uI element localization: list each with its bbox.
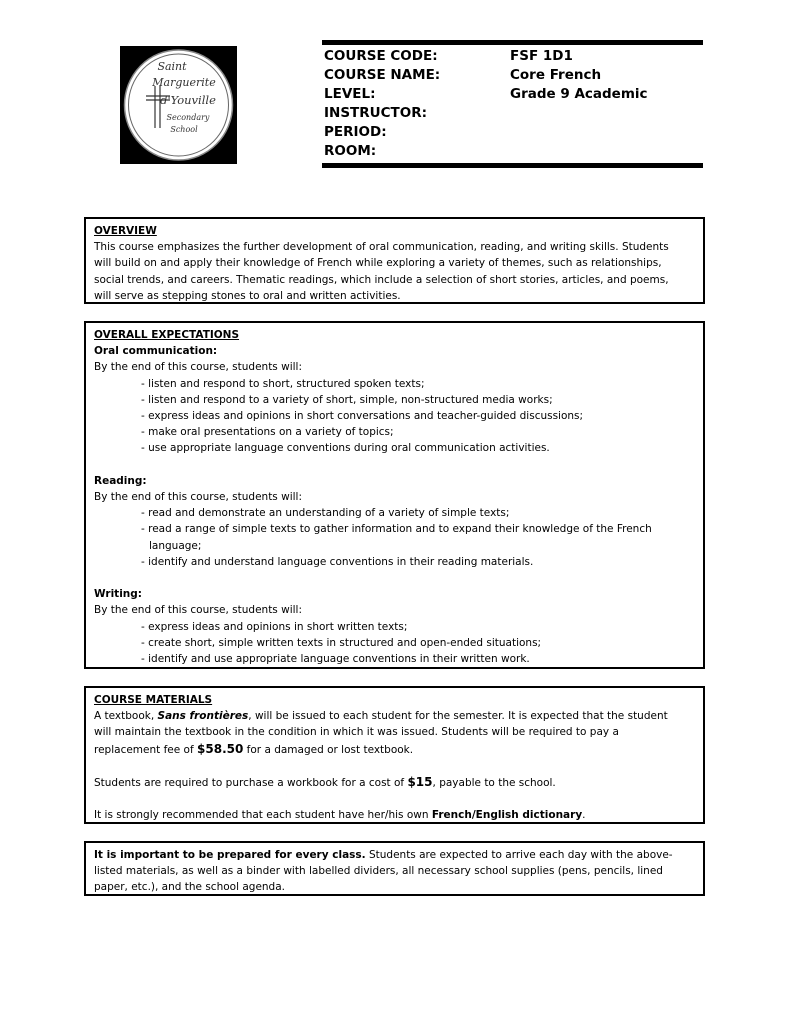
writing-intro: By the end of this course, students will:	[94, 604, 302, 617]
materials-text: , will be issued to each student for the semester. It is expected that the student	[248, 710, 668, 723]
textbook-title: Sans frontières	[157, 710, 249, 723]
logo-text-3: d'Youville	[160, 93, 216, 107]
materials-paragraph-3	[94, 807, 695, 823]
expectations-section	[84, 321, 705, 669]
logo-text-2: Marguerite	[152, 76, 216, 89]
materials-paragraph-1	[94, 708, 695, 724]
overview-line: will build on and apply their knowledge of French while exploring a variety of themes, such as relationships,	[94, 257, 662, 270]
logo-text-5: School	[170, 125, 198, 134]
materials-paragraph-2	[94, 774, 695, 791]
materials-heading: COURSE MATERIALS	[94, 694, 213, 706]
preparation-text: Students are expected to arrive each day with the above-	[365, 849, 673, 861]
info-top-rule	[322, 40, 703, 45]
writing-item: - create short, simple written texts in structured and open-ended situations;	[141, 636, 542, 649]
materials-text: A textbook,	[94, 710, 158, 723]
course-code-value: FSF 1D1	[510, 48, 573, 64]
materials-text: It is strongly recommended that each student have her/his own	[94, 809, 432, 822]
writing-item: - identify and use appropriate language conventions in their written work.	[141, 653, 530, 666]
writing-title: Writing:	[94, 588, 142, 601]
materials-text: replacement fee of	[94, 743, 198, 756]
reading-item-continued-text: language;	[149, 539, 202, 552]
expectations-heading: OVERALL EXPECTATIONS	[94, 329, 240, 341]
reading-intro: By the end of this course, students will:	[94, 491, 302, 504]
oral-item: - express ideas and opinions in short conversations and teacher-guided discussions;	[141, 410, 584, 423]
oral-intro: By the end of this course, students will:	[94, 361, 302, 374]
materials-section	[84, 686, 705, 824]
preparation-text: paper, etc.), and the school agenda.	[94, 881, 285, 894]
course-name-label: COURSE NAME:	[324, 67, 441, 83]
oral-item: - listen and respond to short, structured spoken texts;	[141, 377, 425, 390]
oral-title: Oral communication:	[94, 345, 218, 358]
logo-text-1: Saint	[157, 60, 187, 73]
preparation-section	[84, 841, 705, 896]
preparation-line-1	[94, 847, 695, 863]
course-name-value: Core French	[510, 67, 602, 83]
course-code-label: COURSE CODE:	[324, 48, 438, 64]
oral-item: - listen and respond to a variety of short, simple, non-structured media works;	[141, 393, 553, 406]
overview-line: This course emphasizes the further development of oral communication, reading, and writing skills. Students	[94, 241, 669, 254]
overview-line: social trends, and careers. Thematic readings, which include a selection of short stories, articles, and poems,	[94, 273, 669, 286]
materials-text: for a damaged or lost textbook.	[243, 743, 414, 756]
room-label: ROOM:	[324, 143, 377, 159]
overview-section	[84, 217, 705, 304]
oral-item: - use appropriate language conventions during oral communication activities.	[141, 442, 550, 455]
overview-line: will serve as stepping stones to oral and written activities.	[94, 289, 401, 302]
instructor-label: INSTRUCTOR:	[324, 105, 427, 121]
reading-item: - read and demonstrate an understanding of a variety of simple texts;	[141, 507, 510, 520]
materials-text: will maintain the textbook in the condition in which it was issued. Students will be required to pay a	[94, 726, 619, 739]
oral-item: - make oral presentations on a variety of topics;	[141, 426, 394, 439]
info-bottom-rule	[322, 163, 703, 168]
reading-title: Reading:	[94, 474, 147, 487]
materials-paragraph-1-end	[94, 741, 695, 758]
materials-text: .	[582, 809, 586, 822]
reading-item: - identify and understand language conventions in their reading materials.	[141, 555, 534, 568]
reading-item-continued	[94, 538, 695, 554]
materials-text: , payable to the school.	[432, 777, 556, 789]
workbook-cost: $15	[407, 775, 433, 789]
level-value: Grade 9 Academic	[510, 86, 648, 102]
reading-item: - read a range of simple texts to gather information and to expand their knowledge of the French	[141, 523, 652, 536]
overview-heading: OVERVIEW	[94, 225, 157, 237]
school-logo	[120, 46, 237, 164]
period-label: PERIOD:	[324, 124, 387, 140]
level-label: LEVEL:	[324, 86, 376, 102]
materials-text: Students are required to purchase a workbook for a cost of	[94, 777, 408, 789]
logo-text-4: Secondary	[166, 113, 210, 122]
writing-item: - express ideas and opinions in short written texts;	[141, 620, 408, 633]
dictionary-note: French/English dictionary	[431, 809, 583, 822]
replacement-fee: $58.50	[197, 741, 244, 756]
preparation-emphasis: It is important to be prepared for every class.	[94, 849, 366, 861]
preparation-text: listed materials, as well as a binder with labelled dividers, all necessary school supplies (pens, pencils, lined	[94, 865, 663, 878]
